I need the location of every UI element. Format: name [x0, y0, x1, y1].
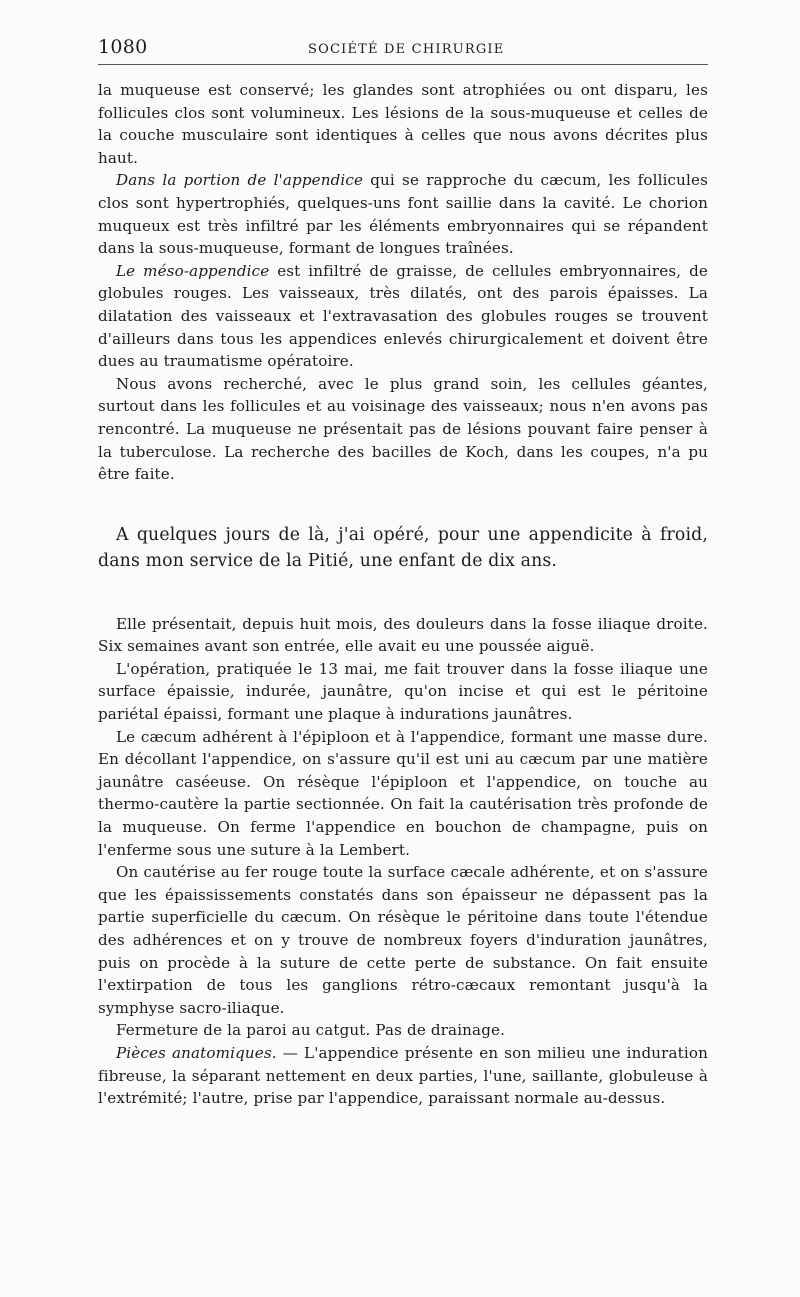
paragraph: la muqueuse est conservé; les glandes sont atrophiées ou ont disparu, les follicules clos sont volumineux. Les lésions de la sous-muqueuse et celles de la couche musculaire sont identiques à celles que nous avons décrites plus haut. — [98, 81, 708, 167]
paragraph: Le cæcum adhérent à l'épiploon et à l'appendice, formant une masse dure. En décollant l'appendice, on s'assure qu'il est uni au cæcum par une matière jaunâtre caséeuse. On résèque l'épiploon et l'appendice, on touche au thermo-cautère la partie sectionnée. On fait la cautérisation très profonde de la muqueuse. On ferme l'appendice en bouchon de champagne, puis on l'enferme sous une suture à la Lembert. — [98, 727, 708, 859]
paragraph — [98, 1042, 708, 1110]
paragraph-text: qui se rapproche du cæcum, les follicules clos sont hypertrophiés, quelques-uns font saillie dans la cavité. Le chorion muqueux est très infiltré par les éléments embryonnaires qui se répandent dans la sous-muqueuse, formant de longues traînées. — [98, 171, 708, 258]
paragraph — [98, 260, 708, 373]
page-number: 1080 — [98, 36, 148, 58]
paragraph: Elle présentait, depuis huit mois, des douleurs dans la fosse iliaque droite. Six semaines avant son entrée, elle avait eu une poussée aiguë. — [98, 614, 708, 656]
document-page — [98, 36, 708, 1110]
page-header — [98, 36, 708, 65]
paragraph-text: est infiltré de graisse, de cellules embryonnaires, de globules rouges. Les vaisseaux, très dilatés, ont des parois épaisses. La dilatation des vaisseaux et l'extravasation des globules rouges se trouvent d'ailleurs dans tous les appendices enlevés chirurgicalement et doivent être dues au traumatisme opératoire. — [98, 261, 708, 371]
paragraph: Nous avons recherché, avec le plus grand soin, les cellules géantes, surtout dans les follicules et au voisinage des vaisseaux; nous n'en avons pas rencontré. La muqueuse ne présentait pas de lésions pouvant faire penser à la tuberculose. La recherche des bacilles de Koch, dans les coupes, n'a pu être faite. — [98, 374, 708, 484]
italic-phrase: Le méso-appendice — [116, 261, 270, 280]
paragraph: L'opération, pratiquée le 13 mai, me fait trouver dans la fosse iliaque une surface épaissie, indurée, jaunâtre, qu'on incise et qui est le péritoine pariétal épaissi, formant une plaque à indurations jaunâtres. — [98, 659, 708, 724]
case-introduction: A quelques jours de là, j'ai opéré, pour une appendicite à froid, dans mon service de la Pitié, une enfant de dix ans. — [98, 524, 708, 572]
paragraph — [98, 169, 708, 259]
section-histology — [98, 79, 708, 486]
paragraph-text: — L'appendice présente en son milieu une induration fibreuse, la séparant nettement en deux parties, l'une, saillante, globuleuse à l'extrémité; l'autre, prise par l'appendice, paraissant normale au-dessus. — [98, 1043, 708, 1108]
paragraph: Fermeture de la paroi au catgut. Pas de drainage. — [116, 1021, 506, 1040]
italic-phrase: Pièces anatomiques. — [116, 1043, 277, 1062]
italic-phrase: Dans la portion de l'appendice — [116, 171, 364, 190]
section-case-report — [98, 613, 708, 1110]
paragraph: On cautérise au fer rouge toute la surface cæcale adhérente, et on s'assure que les épaississements constatés dans son épaisseur ne dépassent pas la partie superficielle du cæcum. On résèque le péritoine dans toute l'étendue des adhérences et on y trouve de nombreux foyers d'induration jaunâtres, puis on procède à la suture de cette perte de substance. On fait ensuite l'extirpation de tous les ganglions rétro-cæcaux remontant jusqu'à la symphyse sacro-iliaque. — [98, 863, 708, 1017]
running-title: SOCIÉTÉ DE CHIRURGIE — [308, 42, 505, 57]
